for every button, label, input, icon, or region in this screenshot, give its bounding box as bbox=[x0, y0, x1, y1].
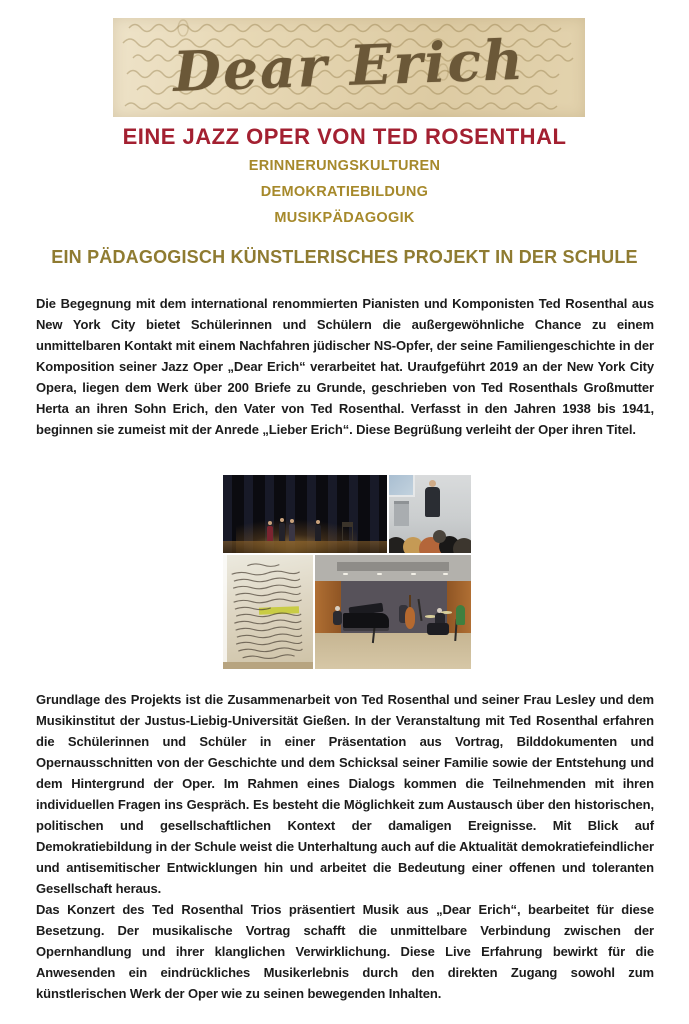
lecture-window bbox=[389, 475, 415, 497]
grand-piano bbox=[343, 613, 389, 628]
lecture-speaker bbox=[425, 487, 440, 517]
paragraph-3: Das Konzert des Ted Rosenthal Trios präsentiert Musik aus „Dear Erich“, bearbeitet für diese Besetzung. Der musikalische Vortrag schafft die unmittelbare Verbindung zwischen der Opernhandlung und ihrer klanglichen Verwirklichung. Diese Live Erfahrung bewirkt für die Anwesenden ein eindrückliches Musikerlebnis durch den direkten Zugang sowohl zum künstlerischen Werk der Oper wie zu seinen bewegenden Inhalten. bbox=[36, 902, 654, 1001]
letter-table-edge bbox=[223, 662, 313, 669]
page-title: EINE JAZZ OPER VON TED ROSENTHAL bbox=[122, 124, 567, 149]
double-bass bbox=[405, 607, 415, 629]
audience-head bbox=[453, 538, 471, 553]
subtitle-demokratiebildung: DEMOKRATIEBILDUNG bbox=[260, 184, 429, 200]
intro-paragraph bbox=[36, 293, 654, 440]
photo-collage bbox=[223, 475, 471, 669]
ceiling-light bbox=[377, 573, 382, 575]
photo-trio-concert-hall bbox=[315, 555, 471, 669]
banner-script-title: Dear Erich bbox=[172, 26, 526, 104]
performer-silhouette bbox=[315, 525, 321, 541]
section-heading: EIN PÄDAGOGISCH KÜNSTLERISCHES PROJEKT IN DER SCHULE bbox=[51, 247, 638, 267]
microphone-stand bbox=[417, 599, 422, 621]
ceiling-light bbox=[443, 573, 448, 575]
ceiling-light bbox=[411, 573, 416, 575]
subtitle-erinnerungskulturen: ERINNERUNGSKULTUREN bbox=[248, 158, 441, 174]
photo-opera-stage bbox=[223, 475, 387, 553]
photo-handwritten-letter bbox=[223, 555, 313, 669]
audience-head bbox=[433, 530, 446, 543]
paragraph-1: Die Begegnung mit dem international renommierten Pianisten und Komponisten Ted Rosenthal aus New York City bietet Schülerinnen und Schülern die außergewöhnliche Chance zu einem unmittelbaren Kontakt mit einem Nachfahren jüdischer NS-Opfer, der seine Familiengeschichte in der Komposition seiner Jazz Oper „Dear Erich“ verarbeitet hat. Uraufgeführt 2019 an der New York City Opera, liegen dem Werk über 200 Briefe zu Grunde, geschrieben von Ted Rosenthals Großmutter Herta an ihren Sohn Erich, den Vater von Ted Rosenthal. Verfasst in den Jahren 1938 bis 1941, beginnen sie zumeist mit der Anrede „Lieber Erich“. Diese Begrüßung verleiht der Oper ihren Titel. bbox=[36, 296, 654, 437]
photo-lecture-presentation bbox=[389, 475, 471, 553]
stage-floor bbox=[315, 633, 471, 669]
drum-set bbox=[427, 623, 449, 635]
project-description bbox=[36, 689, 654, 1004]
subtitle-musikpaedagogik: MUSIKPÄDAGOGIK bbox=[274, 210, 415, 226]
performer-silhouette bbox=[289, 524, 295, 541]
hall-ceiling-inset bbox=[337, 562, 449, 571]
subtitle-list bbox=[0, 153, 689, 231]
pianist bbox=[333, 611, 342, 625]
ceiling-light bbox=[343, 573, 348, 575]
stage-plant bbox=[456, 605, 465, 625]
lecture-lectern bbox=[394, 501, 409, 526]
letter-handwriting-lines bbox=[223, 555, 313, 669]
performer-silhouette bbox=[279, 523, 285, 541]
stage-floor bbox=[223, 541, 387, 553]
banner-letter-image bbox=[113, 18, 585, 117]
stage-chair bbox=[342, 522, 353, 541]
paragraph-2: Grundlage des Projekts ist die Zusammenarbeit von Ted Rosenthal und seiner Frau Lesley und dem Musikinstitut der Justus-Liebig-Universität Gießen. In der Veranstaltung mit Ted Rosenthal erfahren die Schülerinnen und Schüler in einer Präsentation aus Vortrag, Bilddokumenten und Opernausschnitten von der Geschichte und dem Schicksal seiner Familie sowie der Entstehung und dem Hintergrund der Oper. Im Rahmen eines Dialogs kommen die Teilnehmenden mit ihren individuellen Fragen ins Gespräch. Es besteht die Möglichkeit zum Austausch über den historischen, politischen und gesellschaftlichen Kontext der damaligen Ereignisse. Mit Blick auf Demokratiebildung in der Schule weist die Unterhaltung auch auf die Aktualität demokratiefeindlicher und antisemitischer Entwicklungen hin und arbeitet die Bedeutung einer offenen und toleranten Gesellschaft heraus. bbox=[36, 692, 654, 896]
performer-silhouette bbox=[267, 526, 273, 541]
